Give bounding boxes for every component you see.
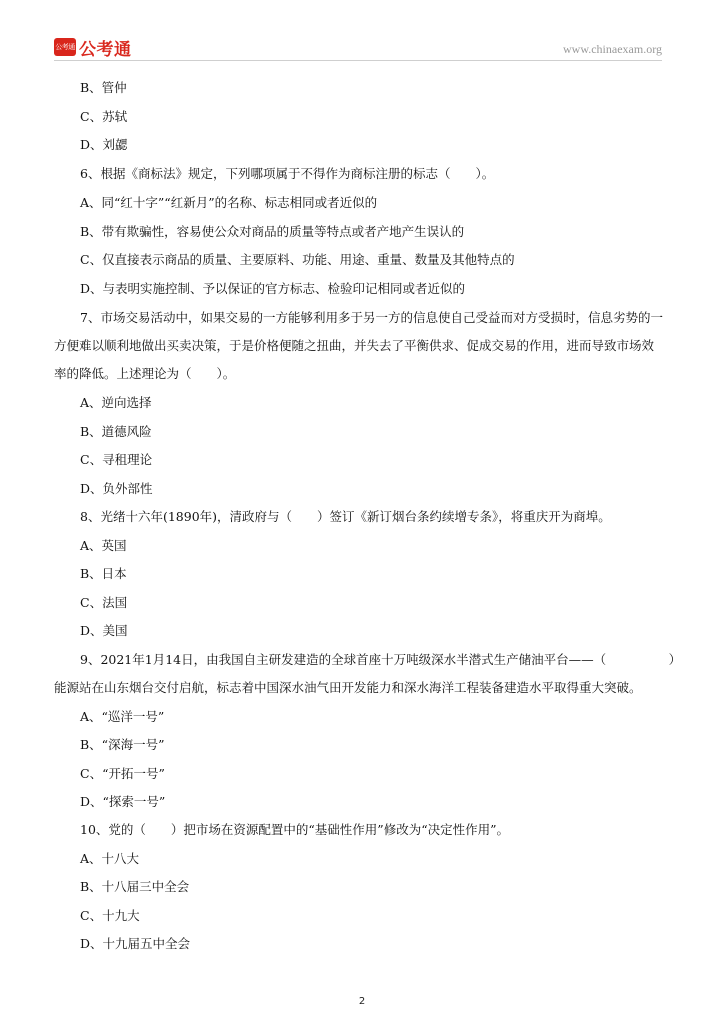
logo-badge: 公考通	[54, 38, 76, 56]
option-b-q9: B、“深海一号”	[80, 737, 165, 752]
question-6: 6、根据《商标法》规定，下列哪项属于不得作为商标注册的标志（ ）。	[80, 166, 495, 181]
option-d-q8: D、美国	[80, 623, 128, 638]
option-b-q6: B、带有欺骗性，容易使公众对商品的质量等特点或者产地产生误认的	[80, 224, 465, 239]
question-7-line-3: 率的降低。上述理论为（ ）。	[54, 366, 236, 381]
option-b-q7: B、道德风险	[80, 424, 152, 439]
question-7-line-1: 7、市场交易活动中，如果交易的一方能够利用多于另一方的信息使自己受益而对方受损时，信息劣势的一	[80, 310, 663, 325]
option-b-q10: B、十八届三中全会	[80, 879, 190, 894]
option-b-q8: B、日本	[80, 566, 127, 581]
option-d-q10: D、十九届五中全会	[80, 936, 191, 951]
site-url[interactable]: www.chinaexam.org	[563, 42, 662, 56]
option-a-q8: A、英国	[80, 538, 127, 553]
option-d-q5: D、刘勰	[80, 137, 128, 152]
question-8: 8、光绪十六年(1890年)，清政府与（ ）签订《新订烟台条约续增专条》，将重庆开为商埠。	[80, 509, 611, 524]
question-9-line-1: 9、2021年1月14日，由我国自主研发建造的全球首座十万吨级深水半潜式生产储油平台——（ ）	[80, 652, 682, 667]
question-9-line-2: 能源站在山东烟台交付启航，标志着中国深水油气田开发能力和深水海洋工程装备建造水平取得重大突破。	[54, 680, 642, 695]
option-a-q7: A、逆向选择	[80, 395, 152, 410]
option-d-q6: D、与表明实施控制、予以保证的官方标志、检验印记相同或者近似的	[80, 281, 466, 296]
option-c-q7: C、寻租理论	[80, 452, 153, 467]
question-10: 10、党的（ ）把市场在资源配置中的“基础性作用”修改为“决定性作用”。	[80, 822, 509, 837]
option-b-q5: B、管仲	[80, 80, 127, 95]
question-7-line-2: 方便难以顺利地做出买卖决策，于是价格便随之扭曲，并失去了平衡供求、促成交易的作用，进而导致市场效	[54, 338, 655, 353]
option-a-q6: A、同“红十字”“红新月”的名称、标志相同或者近似的	[80, 195, 378, 210]
option-d-q7: D、负外部性	[80, 481, 153, 496]
option-d-q9: D、“探索一号”	[80, 794, 166, 809]
option-c-q6: C、仅直接表示商品的质量、主要原料、功能、用途、重量、数量及其他特点的	[80, 252, 515, 267]
page-number: 2	[358, 996, 366, 1007]
logo-text: 公考通	[79, 39, 132, 60]
option-a-q10: A、十八大	[80, 851, 140, 866]
option-c-q8: C、法国	[80, 595, 128, 610]
option-a-q9: A、“巡洋一号”	[80, 709, 165, 724]
option-c-q10: C、十九大	[80, 908, 140, 923]
option-c-q5: C、苏轼	[80, 109, 128, 124]
option-c-q9: C、“开拓一号”	[80, 766, 165, 781]
